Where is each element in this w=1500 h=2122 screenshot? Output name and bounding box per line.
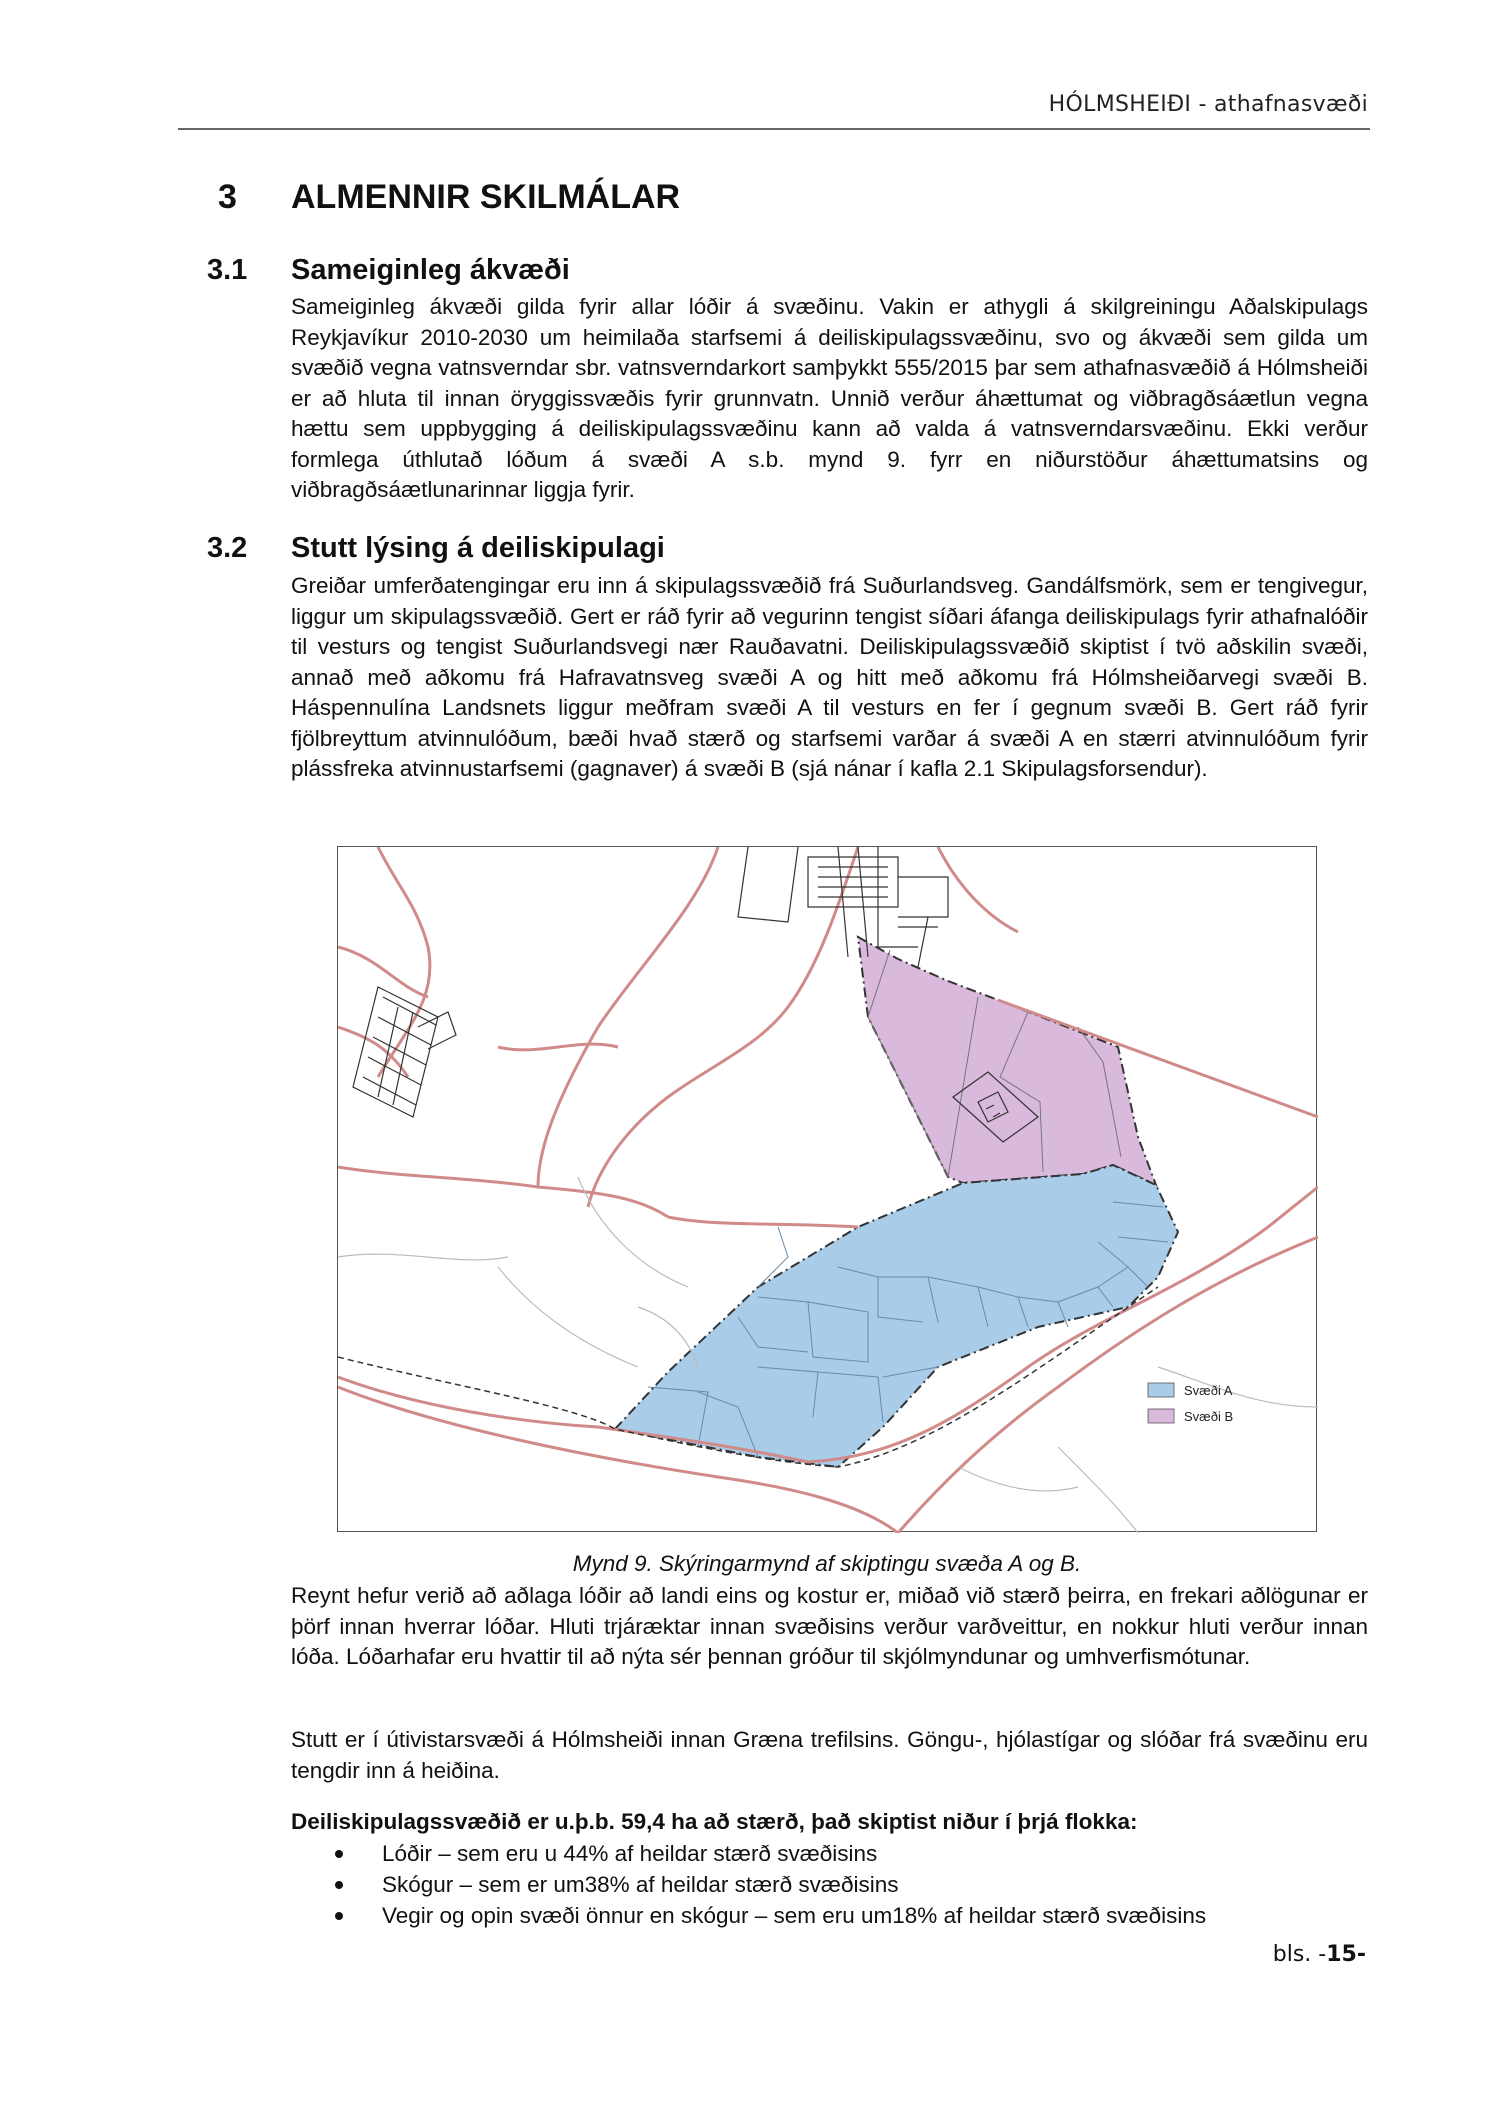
bullet-icon (335, 1881, 343, 1889)
subsection-1-title: Sameiginleg ákvæði (291, 254, 570, 286)
page-footer (1273, 1942, 1366, 1967)
subsection-2-body: Greiðar umferðatengingar eru inn á skipulagssvæðið frá Suðurlandsveg. Gandálfsmörk, sem er tengivegur, liggur um skipulagssvæðið. Gert er ráð fyrir að vegurinn tengist síðari áfanga deiliskipulags fyrir athafnalóðir til vesturs og tengist Suðurlandsvegi nær Rauðavatni. Deiliskipulagssvæðið skiptist í tvö aðskilin svæði, annað með aðkomu frá Hafravatnsveg svæði A og hitt með aðkomu frá Hólmsheiðarvegi svæði B. Háspennulína Landsnets liggur meðfram svæði A til vesturs en fer í gegnum svæði B. Gert ráð fyrir fjölbreyttum atvinnulóðum, bæði hvað stærð og starfsemi varðar á svæði A en stærri atvinnulóðum fyrir plássfreka atvinnustarfsemi (gagnaver) á svæði B (sjá nánar í kafla 2.1 Skipulagsforsendur). (291, 573, 1368, 781)
list-item (330, 1869, 1206, 1900)
paragraph-after-figure-2: Stutt er í útivistarsvæði á Hólmsheiði innan Græna trefilsins. Göngu-, hjólastígar og slóðar frá svæðinu eru tengdir inn á heiðina. (291, 1727, 1368, 1783)
area-summary-heading: Deiliskipulagssvæðið er u.þ.b. 59,4 ha að stærð, það skiptist niður í þrjá flokka: (291, 1809, 1138, 1834)
zoning-map (338, 847, 1318, 1533)
list-item-text: Lóðir – sem eru u 44% af heildar stærð svæðisins (382, 1841, 878, 1866)
subsection-1-body: Sameiginleg ákvæði gilda fyrir allar lóðir á svæðinu. Vakin er athygli á skilgreiningu Aðalskipulags Reykjavíkur 2010-2030 um heimilaða starfsemi á deiliskipulagssvæðinu, svo og ákvæði sem gilda um svæðið vegna vatnsverndar sbr. vatnsverndarkort samþykkt 555/2015 þar sem athafnasvæðið á Hólmsheiði er að hluta til innan öryggissvæðis fyrir grunnvatn. Unnið verður áhættumat og viðbragðsáætlun vegna hættu sem uppbygging á deiliskipulagssvæðinu kann að valda á vatnsverndarsvæðinu. Ekki verður formlega úthlutað lóðum á svæði A s.b. mynd 9. fyrr en niðurstöður áhættumatsins og viðbragðsáætlunarinnar liggja fyrir. (291, 294, 1368, 502)
running-title: HÓLMSHEIÐI - athafnasvæði (1048, 92, 1368, 117)
map-legend (1148, 1383, 1233, 1424)
zone-a-area (615, 1165, 1178, 1467)
bullet-icon (335, 1912, 343, 1920)
figure-caption: Mynd 9. Skýringarmynd af skiptingu svæða A og B. (572, 1551, 1082, 1576)
running-header (178, 90, 1370, 130)
paragraph-after-figure-1: Reynt hefur verið að aðlaga lóðir að landi eins og kostur er, miðað við stærð þeirra, en frekari aðlögunar er þörf innan hverrar lóðar. Hluti trjáræktar innan svæðisins verður varðveittur, en nokkur hluti verður innan lóða. Lóðarhafar eru hvattir til að nýta sér þennan gróður til skjólmyndunar og umhverfismótunar. (291, 1583, 1368, 1669)
area-summary-list (330, 1838, 1206, 1931)
list-item (330, 1838, 1206, 1869)
subsection-2-number: 3.2 (207, 532, 248, 564)
list-item-text: Skógur – sem er um38% af heildar stærð svæðisins (382, 1872, 899, 1897)
page-number: 15 (1326, 1942, 1357, 1967)
legend-label-a: Svæði A (1184, 1383, 1233, 1398)
subsection-1-number: 3.1 (207, 254, 248, 286)
list-item (330, 1900, 1206, 1931)
legend-label-b: Svæði B (1184, 1409, 1234, 1424)
page-prefix: bls. - (1272, 1942, 1327, 1967)
zoning-map-figure (337, 846, 1317, 1532)
legend-swatch-a (1148, 1383, 1174, 1397)
subsection-2-title: Stutt lýsing á deiliskipulagi (291, 532, 665, 564)
list-item-text: Vegir og opin svæði önnur en skógur – sem eru um18% af heildar stærð svæðisins (382, 1903, 1207, 1928)
page-suffix: - (1356, 1942, 1366, 1967)
section-number: 3 (218, 178, 237, 216)
bullet-icon (335, 1850, 343, 1858)
section-title: ALMENNIR SKILMÁLAR (291, 178, 681, 216)
legend-swatch-b (1148, 1409, 1174, 1423)
